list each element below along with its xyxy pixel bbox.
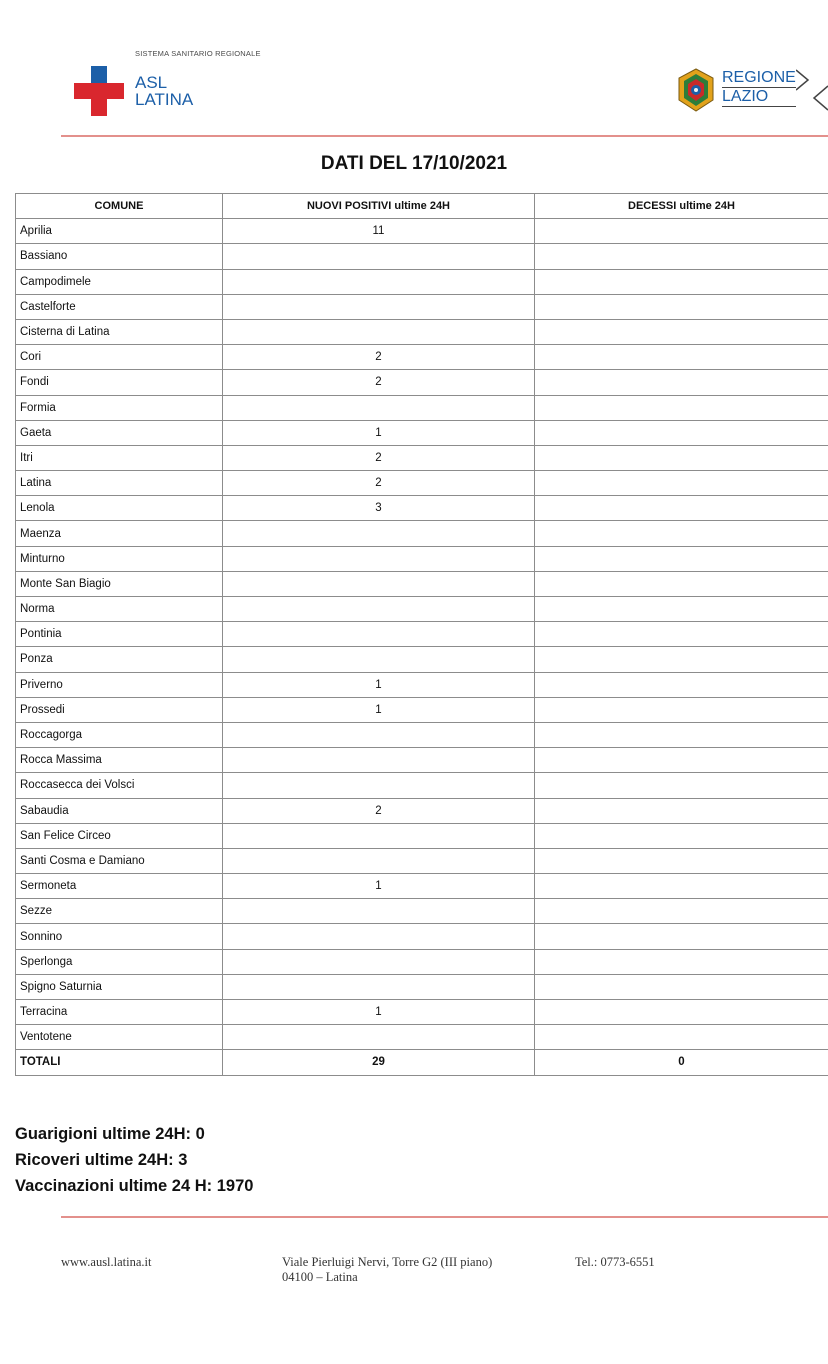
cell-positivi: 2	[223, 471, 535, 496]
guarigioni-stat: Guarigioni ultime 24H: 0	[15, 1125, 205, 1143]
cell-decessi	[535, 647, 828, 672]
cell-decessi	[535, 420, 828, 445]
totals-decessi: 0	[535, 1050, 828, 1075]
cell-decessi	[535, 1000, 828, 1025]
table-row	[16, 647, 828, 672]
asl-latina-logo	[74, 46, 304, 118]
comuni-table	[15, 193, 828, 1076]
table-row	[16, 269, 828, 294]
cell-positivi	[223, 848, 535, 873]
table-row	[16, 924, 828, 949]
footer-website[interactable]: www.ausl.latina.it	[61, 1255, 152, 1269]
cell-decessi	[535, 974, 828, 999]
table-row	[16, 949, 828, 974]
cell-positivi	[223, 521, 535, 546]
table-row	[16, 319, 828, 344]
cell-positivi	[223, 1025, 535, 1050]
summary-block	[15, 1121, 253, 1199]
red-cross-icon	[74, 66, 124, 116]
cell-comune: Spigno Saturnia	[16, 974, 223, 999]
cell-positivi: 3	[223, 496, 535, 521]
cell-comune: Sperlonga	[16, 949, 223, 974]
cell-positivi: 2	[223, 345, 535, 370]
table-row	[16, 370, 828, 395]
lazio-emblem-icon	[676, 68, 716, 112]
table-row	[16, 899, 828, 924]
column-header-decessi: DECESSI ultime 24H	[535, 194, 828, 219]
cell-positivi	[223, 773, 535, 798]
region-name-line1: REGIONE	[722, 69, 796, 86]
cell-positivi: 11	[223, 219, 535, 244]
table-row	[16, 773, 828, 798]
table-row	[16, 571, 828, 596]
cell-comune: Lenola	[16, 496, 223, 521]
cell-decessi	[535, 521, 828, 546]
cell-positivi	[223, 395, 535, 420]
cell-decessi	[535, 848, 828, 873]
cell-comune: Fondi	[16, 370, 223, 395]
cell-decessi	[535, 219, 828, 244]
cell-comune: Sermoneta	[16, 874, 223, 899]
cell-positivi	[223, 722, 535, 747]
cell-positivi: 2	[223, 798, 535, 823]
cell-decessi	[535, 269, 828, 294]
cell-comune: Formia	[16, 395, 223, 420]
asl-name-line2: LATINA	[135, 90, 194, 109]
region-logo-chevron-icon	[796, 68, 828, 114]
ricoveri-stat: Ricoveri ultime 24H: 3	[15, 1151, 188, 1169]
cell-decessi	[535, 496, 828, 521]
cell-positivi: 1	[223, 672, 535, 697]
cell-comune: Cori	[16, 345, 223, 370]
cell-positivi	[223, 294, 535, 319]
table-row	[16, 874, 828, 899]
cell-decessi	[535, 345, 828, 370]
cell-comune: Roccasecca dei Volsci	[16, 773, 223, 798]
table-row	[16, 219, 828, 244]
cell-comune: Campodimele	[16, 269, 223, 294]
table-row	[16, 345, 828, 370]
cell-comune: San Felice Circeo	[16, 823, 223, 848]
cell-comune: Sonnino	[16, 924, 223, 949]
cell-positivi	[223, 899, 535, 924]
cell-comune: Gaeta	[16, 420, 223, 445]
cell-decessi	[535, 471, 828, 496]
cell-comune: Prossedi	[16, 697, 223, 722]
table-row	[16, 244, 828, 269]
table-row	[16, 848, 828, 873]
page-title: DATI DEL 17/10/2021	[320, 153, 508, 174]
cell-comune: Priverno	[16, 672, 223, 697]
cell-comune: Pontinia	[16, 622, 223, 647]
cell-comune: Ponza	[16, 647, 223, 672]
cell-decessi	[535, 244, 828, 269]
cell-decessi	[535, 597, 828, 622]
table-row	[16, 798, 828, 823]
footer-divider	[61, 1216, 828, 1218]
table-row	[16, 1000, 828, 1025]
column-header-positivi: NUOVI POSITIVI ultime 24H	[223, 194, 535, 219]
regione-lazio-logo	[676, 68, 828, 114]
cell-positivi: 2	[223, 445, 535, 470]
cell-positivi: 1	[223, 1000, 535, 1025]
cell-decessi	[535, 949, 828, 974]
cell-positivi	[223, 949, 535, 974]
table-row	[16, 496, 828, 521]
header-divider	[61, 135, 828, 137]
cell-comune: Sezze	[16, 899, 223, 924]
cell-positivi	[223, 647, 535, 672]
footer-address-line2: 04100 – Latina	[282, 1270, 358, 1284]
cell-decessi	[535, 622, 828, 647]
table-row	[16, 597, 828, 622]
totals-label: TOTALI	[16, 1050, 223, 1075]
asl-system-label: SISTEMA SANITARIO REGIONALE	[135, 49, 261, 58]
cell-comune: Norma	[16, 597, 223, 622]
table-row	[16, 1025, 828, 1050]
cell-positivi	[223, 974, 535, 999]
cell-positivi	[223, 269, 535, 294]
table-body	[16, 219, 828, 1050]
cell-decessi	[535, 697, 828, 722]
table-row	[16, 420, 828, 445]
footer-phone: Tel.: 0773-6551	[575, 1255, 655, 1269]
cell-decessi	[535, 546, 828, 571]
cell-decessi	[535, 722, 828, 747]
footer-address-line1: Viale Pierluigi Nervi, Torre G2 (III piano)	[282, 1255, 493, 1269]
cell-positivi: 1	[223, 697, 535, 722]
cell-comune: Maenza	[16, 521, 223, 546]
cell-comune: Cisterna di Latina	[16, 319, 223, 344]
cell-positivi	[223, 823, 535, 848]
cell-decessi	[535, 672, 828, 697]
cell-comune: Roccagorga	[16, 722, 223, 747]
cell-positivi	[223, 924, 535, 949]
cell-decessi	[535, 370, 828, 395]
cell-decessi	[535, 899, 828, 924]
cell-decessi	[535, 395, 828, 420]
table-row	[16, 748, 828, 773]
table-row	[16, 546, 828, 571]
cell-decessi	[535, 1025, 828, 1050]
cell-comune: Rocca Massima	[16, 748, 223, 773]
cell-comune: Bassiano	[16, 244, 223, 269]
table-row	[16, 823, 828, 848]
cell-comune: Sabaudia	[16, 798, 223, 823]
table-header-row	[16, 194, 828, 219]
cell-comune: Terracina	[16, 1000, 223, 1025]
cell-decessi	[535, 748, 828, 773]
cell-decessi	[535, 773, 828, 798]
table-row	[16, 521, 828, 546]
table-row	[16, 445, 828, 470]
table-row	[16, 471, 828, 496]
column-header-comune: COMUNE	[16, 194, 223, 219]
region-name-line2: LAZIO	[722, 88, 796, 107]
table-row	[16, 622, 828, 647]
cell-decessi	[535, 924, 828, 949]
cell-decessi	[535, 798, 828, 823]
cell-decessi	[535, 445, 828, 470]
cell-comune: Santi Cosma e Damiano	[16, 848, 223, 873]
cell-comune: Ventotene	[16, 1025, 223, 1050]
cell-positivi	[223, 622, 535, 647]
cell-positivi	[223, 546, 535, 571]
cell-positivi	[223, 597, 535, 622]
cell-comune: Aprilia	[16, 219, 223, 244]
table-row	[16, 395, 828, 420]
cell-decessi	[535, 823, 828, 848]
cell-positivi: 1	[223, 874, 535, 899]
cell-comune: Itri	[16, 445, 223, 470]
vaccinazioni-stat: Vaccinazioni ultime 24 H: 1970	[15, 1177, 254, 1195]
table-row	[16, 672, 828, 697]
table-row	[16, 722, 828, 747]
cell-positivi	[223, 244, 535, 269]
cell-decessi	[535, 571, 828, 596]
cell-comune: Minturno	[16, 546, 223, 571]
cell-decessi	[535, 874, 828, 899]
table-row	[16, 974, 828, 999]
cell-positivi: 1	[223, 420, 535, 445]
table-row	[16, 697, 828, 722]
footer-address	[282, 1255, 492, 1285]
cell-decessi	[535, 294, 828, 319]
cell-comune: Latina	[16, 471, 223, 496]
cell-positivi	[223, 571, 535, 596]
cell-decessi	[535, 319, 828, 344]
cell-comune: Castelforte	[16, 294, 223, 319]
cell-positivi: 2	[223, 370, 535, 395]
cell-positivi	[223, 319, 535, 344]
region-name	[722, 69, 796, 107]
cell-comune: Monte San Biagio	[16, 571, 223, 596]
asl-name-line1: ASL	[135, 73, 168, 92]
totals-row	[16, 1050, 828, 1075]
table-row	[16, 294, 828, 319]
cell-positivi	[223, 748, 535, 773]
asl-name	[135, 74, 193, 108]
totals-positivi: 29	[223, 1050, 535, 1075]
